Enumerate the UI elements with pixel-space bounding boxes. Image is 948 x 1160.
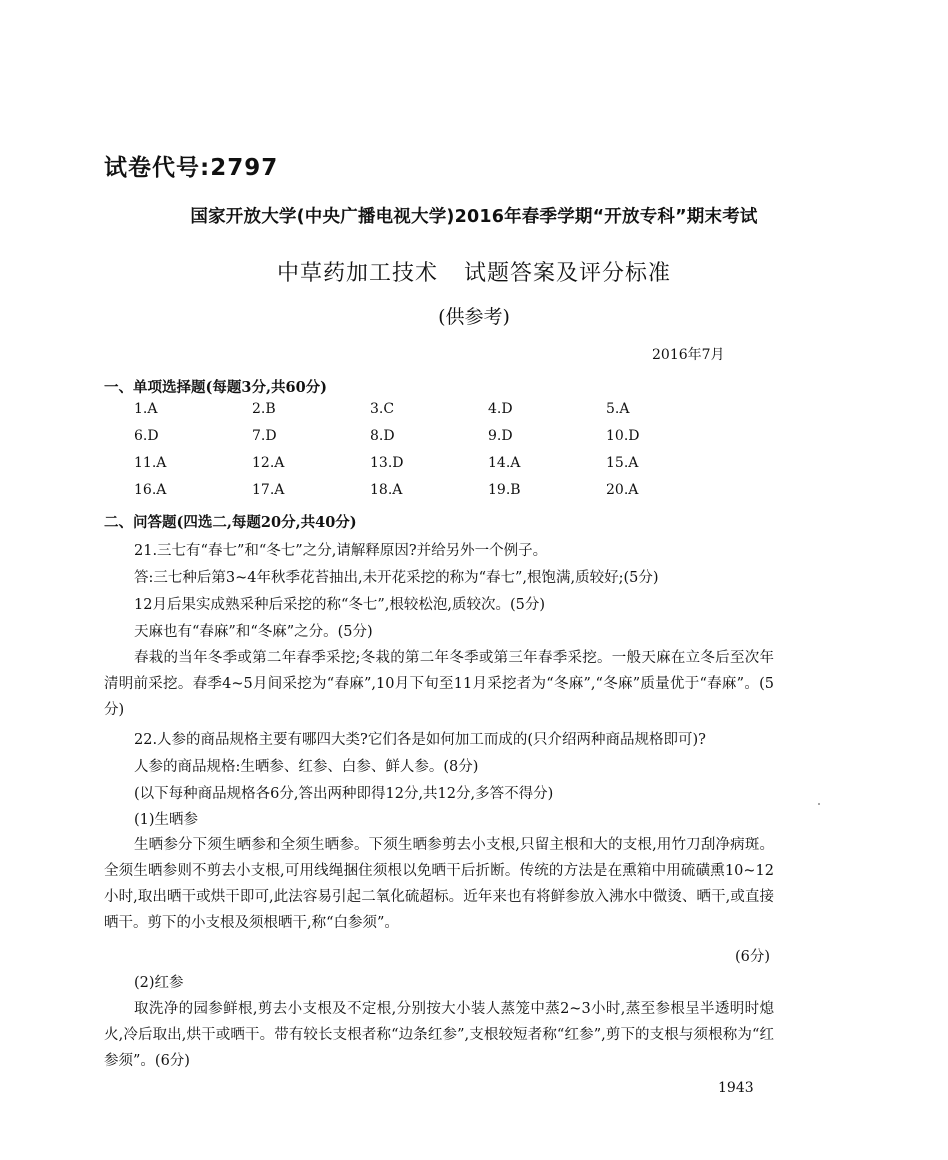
answer-cell: 8.D xyxy=(370,428,395,444)
score-shengshai: (6分) xyxy=(734,949,770,965)
exam-code: 试卷代号:2797 xyxy=(104,155,279,181)
answer-cell: 4.D xyxy=(488,401,513,417)
answer-row xyxy=(134,482,734,509)
answer-grid xyxy=(134,401,734,509)
answer-cell: 3.C xyxy=(370,401,395,417)
answer-cell: 12.A xyxy=(252,455,285,471)
answer-row xyxy=(134,428,734,455)
answer-22-line2: (以下每种商品规格各6分,答出两种即得12分,共12分,多答不得分) xyxy=(134,786,554,802)
answer-cell: 19.B xyxy=(488,482,521,498)
answer-21-line2: 12月后果实成熟采种后采挖的称“冬七”,根较松泡,质较次。(5分) xyxy=(134,597,546,613)
answer-cell: 2.B xyxy=(252,401,276,417)
main-title xyxy=(0,256,948,287)
reference-note: (供参考) xyxy=(438,306,510,328)
section2-heading: 二、问答题(四选二,每题20分,共40分) xyxy=(104,514,357,531)
answer-cell: 9.D xyxy=(488,428,513,444)
answer-cell: 18.A xyxy=(370,482,403,498)
answer-21-paragraph: 春栽的当年冬季或第二年春季采挖;冬栽的第二年冬季或第三年春季采挖。一般天麻在立冬后至次年清明前采挖。春季4~5月间采挖为“春麻”,10月下旬至11月采挖者为“冬麻”,“冬麻”质量优于“春麻”。(5分) xyxy=(104,650,774,718)
subheading-hongshen: (2)红参 xyxy=(134,975,184,991)
answer-cell: 17.A xyxy=(252,482,285,498)
answer-21-line1: 答:三七种后第3~4年秋季花苔抽出,未开花采挖的称为“春七”,根饱满,质较好;(5分) xyxy=(134,570,659,586)
scan-speck xyxy=(818,803,820,805)
answer-row xyxy=(134,401,734,428)
answer-cell: 14.A xyxy=(488,455,521,471)
answer-cell: 16.A xyxy=(134,482,167,498)
question-22: 22.人参的商品规格主要有哪四大类?它们各是如何加工而成的(只介绍两种商品规格即可)? xyxy=(134,732,706,748)
section1-heading: 一、单项选择题(每题3分,共60分) xyxy=(104,379,328,396)
answer-cell: 11.A xyxy=(134,455,167,471)
paragraph-hongshen: 取洗净的园参鲜根,剪去小支根及不定根,分别按大小装人蒸笼中蒸2~3小时,蒸至参根呈半透明时熄火,冷后取出,烘干或晒干。带有较长支根者称“边条红参”,支根较短者称“红参”,剪下的支根与须根称为“红参须”。(6分) xyxy=(104,1001,774,1069)
answer-cell: 5.A xyxy=(606,401,630,417)
subheading-shengshai: (1)生晒参 xyxy=(134,812,199,828)
answer-cell: 1.A xyxy=(134,401,158,417)
exam-date: 2016年7月 xyxy=(652,347,725,363)
answer-row xyxy=(134,455,734,482)
answer-cell: 20.A xyxy=(606,482,639,498)
course-name: 中草药加工技术 xyxy=(276,261,438,286)
school-title: 国家开放大学(中央广播电视大学)2016年春季学期“开放专科”期末考试 xyxy=(190,207,758,227)
answer-cell: 7.D xyxy=(252,428,277,444)
answer-cell: 6.D xyxy=(134,428,159,444)
answer-subtitle: 试题答案及评分标准 xyxy=(464,261,672,286)
answer-22-line1: 人参的商品规格:生晒参、红参、白参、鲜人参。(8分) xyxy=(134,759,479,775)
answer-cell: 15.A xyxy=(606,455,639,471)
page-number: 1943 xyxy=(718,1080,754,1096)
answer-cell: 10.D xyxy=(606,428,640,444)
paragraph-shengshai: 生晒参分下须生晒参和全须生晒参。下须生晒参剪去小支根,只留主根和大的支根,用竹刀刮净病斑。全须生晒参则不剪去小支根,可用线绳捆住须根以免晒干后折断。传统的方法是在熏箱中用硫磺熏10~12小时,取出晒干或烘干即可,此法容易引起二氧化硫超标。近年来也有将鲜参放入沸水中微烫、晒干,或直接晒干。剪下的小支根及须根晒干,称“白参须”。 xyxy=(104,837,774,931)
answer-cell: 13.D xyxy=(370,455,404,471)
answer-21-line3: 天麻也有“春麻”和“冬麻”之分。(5分) xyxy=(134,624,373,640)
question-21: 21.三七有“春七”和“冬七”之分,请解释原因?并给另外一个例子。 xyxy=(134,543,548,559)
